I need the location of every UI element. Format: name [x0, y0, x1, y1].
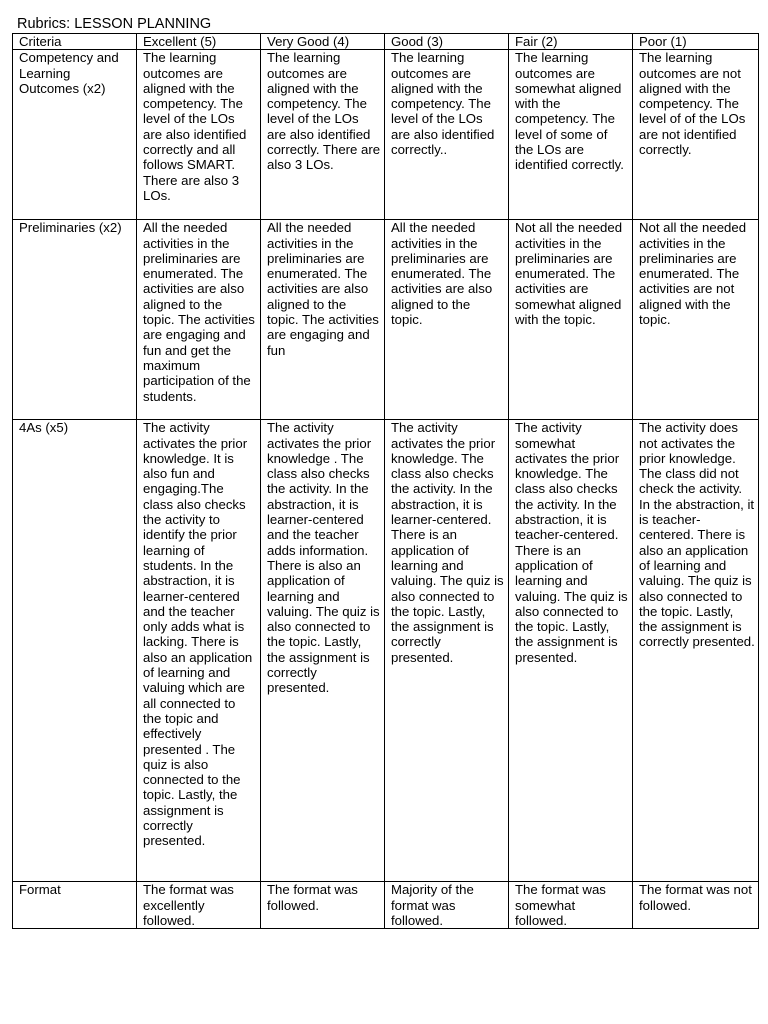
poor-cell: The learning outcomes are not aligned with the competency. The level of of the LOs are not identified correctly. — [633, 50, 759, 220]
excellent-cell: The format was excellently followed. — [137, 882, 261, 929]
header-criteria: Criteria — [13, 34, 137, 50]
rubric-row-format — [13, 882, 759, 929]
very-good-cell: All the needed activities in the preliminaries are enumerated. The activities are also aligned to the topic. The activities are engaging and fun — [261, 220, 385, 420]
good-cell: The learning outcomes are aligned with the competency. The level of the LOs are also identified correctly.. — [385, 50, 509, 220]
fair-cell: The activity somewhat activates the prior knowledge. The class also checks the activity. In the abstraction, it is teacher-centered. There is an application of learning and valuing. The quiz is also connected to the topic. Lastly, the assignment is presented. — [509, 420, 633, 882]
fair-cell: Not all the needed activities in the preliminaries are enumerated. The activities are somewhat aligned with the topic. — [509, 220, 633, 420]
poor-cell: The activity does not activates the prior knowledge. The class did not check the activity. In the abstraction, it is teacher-centered. There is also an application of learning and valuing. The quiz is also connected to the topic. Lastly, the assignment is correctly presented. — [633, 420, 759, 882]
criterion-cell: Competency and Learning Outcomes (x2) — [13, 50, 137, 220]
criterion-cell: Format — [13, 882, 137, 929]
rubric-row-competency — [13, 50, 759, 220]
fair-cell: The learning outcomes are somewhat aligned with the competency. The level of some of the LOs are identified correctly. — [509, 50, 633, 220]
good-cell: Majority of the format was followed. — [385, 882, 509, 929]
document-page — [12, 16, 758, 929]
very-good-cell: The activity activates the prior knowledge . The class also checks the activity. In the abstraction, it is learner-centered and the teacher adds information. There is also an application of learning and valuing. The quiz is also connected to the topic. Lastly, the assignment is correctly presented. — [261, 420, 385, 882]
criterion-cell: Preliminaries (x2) — [13, 220, 137, 420]
good-cell: All the needed activities in the preliminaries are enumerated. The activities are also aligned to the topic. — [385, 220, 509, 420]
rubric-table — [12, 33, 759, 929]
very-good-cell: The format was followed. — [261, 882, 385, 929]
very-good-cell: The learning outcomes are aligned with the competency. The level of the LOs are also identified correctly. There are also 3 LOs. — [261, 50, 385, 220]
rubric-row-preliminaries — [13, 220, 759, 420]
header-fair: Fair (2) — [509, 34, 633, 50]
excellent-cell: The activity activates the prior knowledge. It is also fun and engaging.The class also checks the activity to identify the prior learning of students. In the abstraction, it is learner-centered and the teacher only adds what is lacking. There is also an application of learning and valuing which are all connected to the topic and effectively presented . The quiz is also connected to the topic. Lastly, the assignment is correctly presented. — [137, 420, 261, 882]
header-good: Good (3) — [385, 34, 509, 50]
poor-cell: The format was not followed. — [633, 882, 759, 929]
good-cell: The activity activates the prior knowledge. The class also checks the activity. In the abstraction, it is learner-centered. There is an application of learning and valuing. The quiz is also connected to the topic. Lastly, the assignment is correctly presented. — [385, 420, 509, 882]
excellent-cell: The learning outcomes are aligned with the competency. The level of the LOs are also identified correctly and all follows SMART. There are also 3 LOs. — [137, 50, 261, 220]
header-excellent: Excellent (5) — [137, 34, 261, 50]
rubric-header-row — [13, 34, 759, 50]
rubric-row-4as — [13, 420, 759, 882]
header-poor: Poor (1) — [633, 34, 759, 50]
header-very-good: Very Good (4) — [261, 34, 385, 50]
document-title: Rubrics: LESSON PLANNING — [17, 16, 212, 32]
poor-cell: Not all the needed activities in the preliminaries are enumerated. The activities are not aligned with the topic. — [633, 220, 759, 420]
criterion-cell: 4As (x5) — [13, 420, 137, 882]
excellent-cell: All the needed activities in the preliminaries are enumerated. The activities are also aligned to the topic. The activities are engaging and fun and get the maximum participation of the students. — [137, 220, 261, 420]
fair-cell: The format was somewhat followed. — [509, 882, 633, 929]
